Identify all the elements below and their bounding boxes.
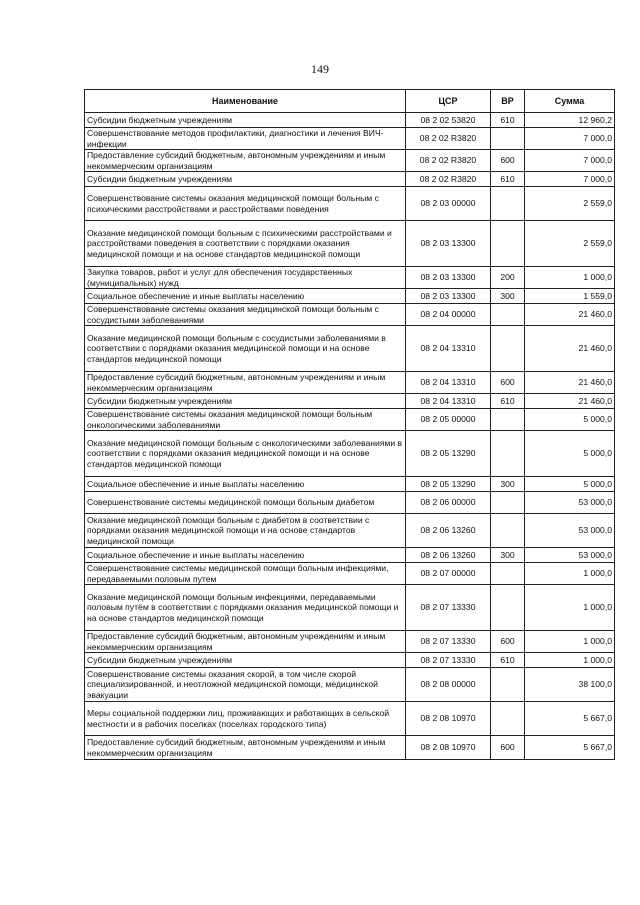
cell-sum: 5 667,0 bbox=[525, 702, 615, 736]
cell-name: Совершенствование системы оказания скорой, в том числе скорой специализированной, и неотложной медицинской помощи, медицинской эвакуации bbox=[85, 668, 406, 702]
cell-name: Оказание медицинской помощи больным инфекциями, передаваемыми половым путём в соответствии с порядками оказания медицинской помощи и на основе стандартов медицинской помощи bbox=[85, 585, 406, 631]
cell-csr: 08 2 03 13300 bbox=[406, 267, 491, 289]
cell-name: Оказание медицинской помощи больным с психическими расстройствами и расстройствами поведения в соответствии с порядками оказания медицинской помощи и на основе стандартов медицинской помощи bbox=[85, 221, 406, 267]
cell-name: Совершенствование системы оказания медицинской помощи больным с сосудистыми заболеваниями bbox=[85, 304, 406, 326]
table-row bbox=[85, 431, 615, 477]
cell-csr: 08 2 02 R3820 bbox=[406, 150, 491, 172]
cell-name: Предоставление субсидий бюджетным, автономным учреждениям и иным некоммерческим организациям bbox=[85, 631, 406, 653]
cell-vr: 600 bbox=[491, 372, 525, 394]
cell-vr: 600 bbox=[491, 631, 525, 653]
cell-csr: 08 2 04 00000 bbox=[406, 304, 491, 326]
cell-vr bbox=[491, 702, 525, 736]
cell-vr: 300 bbox=[491, 477, 525, 492]
header-sum: Сумма bbox=[525, 90, 615, 113]
cell-sum: 5 667,0 bbox=[525, 736, 615, 760]
cell-name: Оказание медицинской помощи больным с диабетом в соответствии с порядками оказания медицинской помощи и на основе стандартов медицинской помощи bbox=[85, 514, 406, 548]
cell-sum: 7 000,0 bbox=[525, 150, 615, 172]
cell-sum: 7 000,0 bbox=[525, 172, 615, 187]
cell-name: Оказание медицинской помощи больным с сосудистыми заболеваниями в соответствии с порядками оказания медицинской помощи и на основе стандартов медицинской помощи bbox=[85, 326, 406, 372]
cell-name: Совершенствование системы оказания медицинской помощи больным онкологическими заболеваниями bbox=[85, 409, 406, 431]
cell-name: Совершенствование методов профилактики, диагностики и лечения ВИЧ-инфекции bbox=[85, 128, 406, 150]
header-csr: ЦСР bbox=[406, 90, 491, 113]
cell-vr bbox=[491, 128, 525, 150]
table-header-row bbox=[85, 90, 615, 113]
cell-sum: 2 559,0 bbox=[525, 221, 615, 267]
cell-csr: 08 2 04 13310 bbox=[406, 372, 491, 394]
table-row bbox=[85, 267, 615, 289]
table-row bbox=[85, 289, 615, 304]
table-row bbox=[85, 548, 615, 563]
cell-name: Субсидии бюджетным учреждениям bbox=[85, 653, 406, 668]
cell-sum: 21 460,0 bbox=[525, 394, 615, 409]
cell-csr: 08 2 07 13330 bbox=[406, 631, 491, 653]
cell-csr: 08 2 02 R3820 bbox=[406, 128, 491, 150]
cell-name: Субсидии бюджетным учреждениям bbox=[85, 113, 406, 128]
cell-csr: 08 2 08 10970 bbox=[406, 736, 491, 760]
cell-csr: 08 2 07 00000 bbox=[406, 563, 491, 585]
cell-vr: 610 bbox=[491, 653, 525, 668]
cell-sum: 5 000,0 bbox=[525, 409, 615, 431]
cell-csr: 08 2 06 13260 bbox=[406, 514, 491, 548]
table-row bbox=[85, 631, 615, 653]
cell-csr: 08 2 04 13310 bbox=[406, 326, 491, 372]
table-row bbox=[85, 409, 615, 431]
cell-sum: 5 000,0 bbox=[525, 477, 615, 492]
cell-csr: 08 2 07 13330 bbox=[406, 653, 491, 668]
cell-vr bbox=[491, 514, 525, 548]
table-row bbox=[85, 172, 615, 187]
table-row bbox=[85, 668, 615, 702]
cell-vr bbox=[491, 492, 525, 514]
cell-vr: 610 bbox=[491, 172, 525, 187]
cell-vr bbox=[491, 221, 525, 267]
cell-sum: 38 100,0 bbox=[525, 668, 615, 702]
cell-sum: 1 000,0 bbox=[525, 653, 615, 668]
cell-sum: 1 000,0 bbox=[525, 585, 615, 631]
cell-name: Предоставление субсидий бюджетным, автономным учреждениям и иным некоммерческим организациям bbox=[85, 736, 406, 760]
cell-csr: 08 2 03 00000 bbox=[406, 187, 491, 221]
table-row bbox=[85, 113, 615, 128]
cell-vr bbox=[491, 409, 525, 431]
table-row bbox=[85, 394, 615, 409]
cell-csr: 08 2 08 10970 bbox=[406, 702, 491, 736]
cell-vr: 600 bbox=[491, 150, 525, 172]
cell-csr: 08 2 05 13290 bbox=[406, 431, 491, 477]
cell-csr: 08 2 03 13300 bbox=[406, 289, 491, 304]
cell-vr: 610 bbox=[491, 394, 525, 409]
cell-name: Совершенствование системы оказания медицинской помощи больным с психическими расстройствами и расстройствами поведения bbox=[85, 187, 406, 221]
cell-name: Субсидии бюджетным учреждениям bbox=[85, 394, 406, 409]
cell-csr: 08 2 02 53820 bbox=[406, 113, 491, 128]
header-name: Наименование bbox=[85, 90, 406, 113]
table-row bbox=[85, 563, 615, 585]
cell-csr: 08 2 06 00000 bbox=[406, 492, 491, 514]
cell-vr: 610 bbox=[491, 113, 525, 128]
cell-sum: 21 460,0 bbox=[525, 372, 615, 394]
cell-csr: 08 2 05 00000 bbox=[406, 409, 491, 431]
table-row bbox=[85, 585, 615, 631]
cell-csr: 08 2 06 13260 bbox=[406, 548, 491, 563]
table-row bbox=[85, 187, 615, 221]
cell-vr bbox=[491, 304, 525, 326]
cell-sum: 5 000,0 bbox=[525, 431, 615, 477]
cell-name: Предоставление субсидий бюджетным, автономным учреждениям и иным некоммерческим организациям bbox=[85, 372, 406, 394]
cell-csr: 08 2 05 13290 bbox=[406, 477, 491, 492]
cell-sum: 2 559,0 bbox=[525, 187, 615, 221]
table-row bbox=[85, 653, 615, 668]
table-row bbox=[85, 304, 615, 326]
table-row bbox=[85, 492, 615, 514]
table-row bbox=[85, 326, 615, 372]
cell-sum: 21 460,0 bbox=[525, 326, 615, 372]
cell-name: Социальное обеспечение и иные выплаты населению bbox=[85, 548, 406, 563]
cell-sum: 1 000,0 bbox=[525, 631, 615, 653]
cell-vr bbox=[491, 563, 525, 585]
table-row bbox=[85, 372, 615, 394]
cell-sum: 21 460,0 bbox=[525, 304, 615, 326]
table-row bbox=[85, 221, 615, 267]
table-row bbox=[85, 150, 615, 172]
cell-name: Меры социальной поддержки лиц, проживающих и работающих в сельской местности и в рабочих поселках (поселках городского типа) bbox=[85, 702, 406, 736]
cell-sum: 53 000,0 bbox=[525, 548, 615, 563]
cell-csr: 08 2 03 13300 bbox=[406, 221, 491, 267]
cell-sum: 1 559,0 bbox=[525, 289, 615, 304]
budget-table bbox=[84, 89, 615, 760]
cell-vr bbox=[491, 431, 525, 477]
cell-name: Совершенствование системы медицинской помощи больным диабетом bbox=[85, 492, 406, 514]
cell-vr bbox=[491, 668, 525, 702]
cell-name: Оказание медицинской помощи больным с онкологическими заболеваниями в соответствии с порядками оказания медицинской помощи и на основе стандартов медицинской помощи bbox=[85, 431, 406, 477]
table-row bbox=[85, 736, 615, 760]
cell-sum: 7 000,0 bbox=[525, 128, 615, 150]
cell-sum: 53 000,0 bbox=[525, 514, 615, 548]
cell-csr: 08 2 02 R3820 bbox=[406, 172, 491, 187]
cell-name: Закупка товаров, работ и услуг для обеспечения государственных (муниципальных) нужд bbox=[85, 267, 406, 289]
cell-vr: 300 bbox=[491, 289, 525, 304]
page-number: 149 bbox=[311, 62, 329, 76]
cell-csr: 08 2 04 13310 bbox=[406, 394, 491, 409]
cell-vr bbox=[491, 187, 525, 221]
cell-vr: 200 bbox=[491, 267, 525, 289]
cell-name: Совершенствование системы медицинской помощи больным инфекциями, передаваемыми половым путем bbox=[85, 563, 406, 585]
cell-vr: 300 bbox=[491, 548, 525, 563]
table-row bbox=[85, 702, 615, 736]
cell-sum: 53 000,0 bbox=[525, 492, 615, 514]
cell-vr: 600 bbox=[491, 736, 525, 760]
header-vr: ВР bbox=[491, 90, 525, 113]
table-row bbox=[85, 477, 615, 492]
cell-sum: 12 960,2 bbox=[525, 113, 615, 128]
cell-csr: 08 2 08 00000 bbox=[406, 668, 491, 702]
cell-name: Социальное обеспечение и иные выплаты населению bbox=[85, 477, 406, 492]
cell-vr bbox=[491, 585, 525, 631]
cell-name: Социальное обеспечение и иные выплаты населению bbox=[85, 289, 406, 304]
cell-csr: 08 2 07 13330 bbox=[406, 585, 491, 631]
cell-vr bbox=[491, 326, 525, 372]
cell-sum: 1 000,0 bbox=[525, 563, 615, 585]
cell-name: Предоставление субсидий бюджетным, автономным учреждениям и иным некоммерческим организациям bbox=[85, 150, 406, 172]
table-row bbox=[85, 514, 615, 548]
cell-sum: 1 000,0 bbox=[525, 267, 615, 289]
cell-name: Субсидии бюджетным учреждениям bbox=[85, 172, 406, 187]
table-row bbox=[85, 128, 615, 150]
